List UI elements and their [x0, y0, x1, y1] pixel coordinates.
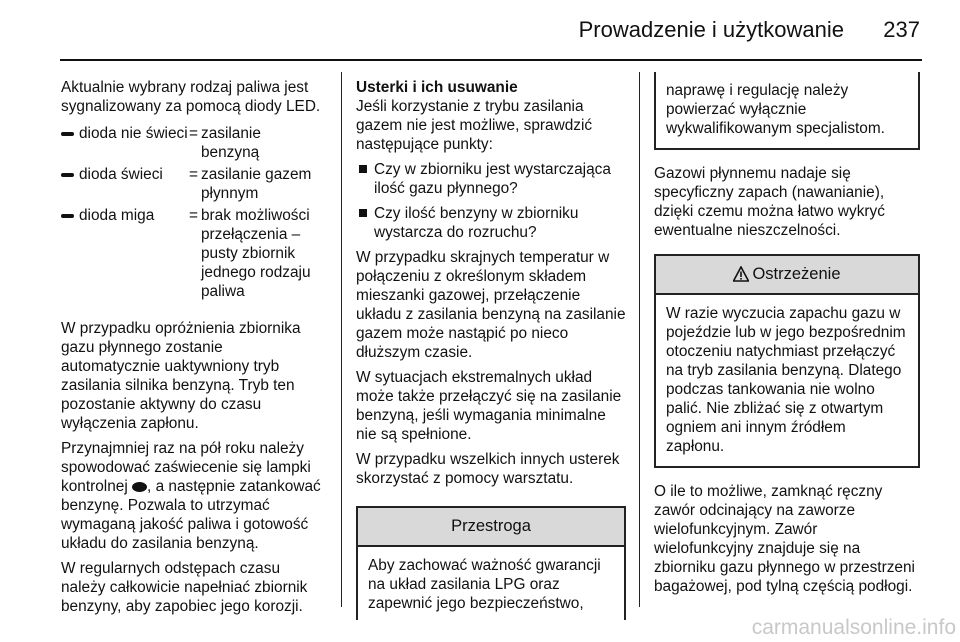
list-item: Czy w zbiorniku jest wystarczająca ilość gazu płynnego? [356, 160, 626, 198]
warning-box [654, 254, 920, 468]
regular-refuel-paragraph: W regularnych odstępach czasu należy całkowicie napełniać zbiornik benzyny, aby zapobiec jego korozji. [61, 560, 308, 615]
led-dash-icon [61, 132, 74, 136]
caution-text: Aby zachować ważność gwarancji na układ zasilania LPG oraz zapewnić jego bezpieczeństwo, [368, 557, 601, 612]
led-dash-icon [61, 214, 74, 218]
list-item: Czy ilość benzyny w zbiorniku wystarcza do rozruchu? [356, 204, 626, 242]
temperature-paragraph: W przypadku skrajnych temperatur w połączeniu z określonym składem mieszanki gazowej, przełączenie układu z zasilania benzyną na zasilanie gazem może nastąpić po nieco dłuższym czasie. [356, 249, 626, 361]
column-divider-2 [639, 72, 640, 607]
section-heading: Usterki i ich usuwanie [356, 79, 518, 96]
led-status-table [61, 124, 323, 301]
intro-paragraph: Aktualnie wybrany rodzaj paliwa jest sygnalizowany za pomocą diody LED. [61, 79, 321, 115]
led-state: dioda miga [79, 207, 155, 224]
column-2 [356, 78, 626, 620]
caution-title: Przestroga [358, 508, 624, 547]
control-lamp-icon [132, 482, 147, 492]
gas-smell-paragraph: Gazowi płynnemu nadaje się specyficzny zapach (nawanianie), dzięki czemu można łatwo wykryć ewentualne nieszczelności. [654, 165, 885, 239]
column-divider-1 [341, 72, 342, 607]
led-meaning: zasilanie gazem płynnym [201, 166, 312, 202]
column-1 [61, 78, 323, 622]
caution-box [356, 506, 626, 620]
led-dash-icon [61, 173, 74, 177]
warning-title: Ostrzeżenie [752, 265, 841, 283]
warning-triangle-icon [733, 266, 749, 282]
warning-text: W razie wyczucia zapachu gazu w pojeździe lub w jego bezpośrednim otoczeniu natychmiast przełączyć na tryb zasilania benzyną. Dlatego podczas tankowania nie wolno palić. Nie zbliżać się z otwartym ogniem ani innym źródłem zapłonu. [666, 305, 906, 455]
empty-tank-paragraph: W przypadku opróżnienia zbiornika gazu płynnego zostanie automatycznie uaktywniony tryb zasilania silnika benzyną. Tryb ten pozostanie aktywny do czasu wyłączenia zapłonu. [61, 320, 301, 432]
column-3 [654, 78, 920, 602]
led-meaning: brak możliwości przełączenia – pusty zbiornik jednego rodzaju paliwa [201, 207, 311, 300]
page-number: 237 [883, 17, 920, 42]
equals-sign: = [189, 125, 198, 142]
valve-paragraph: O ile to możliwe, zamknąć ręczny zawór odcinający na zaworze wielofunkcyjnym. Zawór wielofunkcyjny znajduje się na zbiorniku gazu płynnego w przestrzeni bagażowej, pod tylną częścią podłogi. [654, 483, 915, 595]
page-title: Prowadzenie i użytkowanie [578, 17, 844, 42]
half-year-paragraph: Przynajmniej raz na pół roku należy spowodować zaświecenie się lampki kontrolnej , a następnie zatankować benzynę. Pozwala to utrzymać wymaganą jakość paliwa i gotowość układu do zasilania benzyną. [61, 440, 321, 552]
equals-sign: = [189, 207, 198, 224]
led-state: dioda nie świeci [79, 125, 188, 142]
warning-header [656, 256, 918, 295]
faults-intro: Jeśli korzystanie z trybu zasilania gazem nie jest możliwe, sprawdzić następujące punkty: [356, 98, 593, 153]
header-rule [60, 59, 922, 61]
extreme-paragraph: W sytuacjach ekstremalnych układ może także przełączyć się na zasilanie benzyną, jeśli wymagania minimalne nie są spełnione. [356, 369, 622, 443]
equals-sign: = [189, 166, 198, 183]
watermark: carmanualsonline.info [751, 616, 956, 639]
caution-box-continued [654, 72, 920, 150]
led-row-off [61, 124, 323, 162]
workshop-paragraph: W przypadku wszelkich innych usterek skorzystać z pomocy warsztatu. [356, 451, 620, 487]
led-state: dioda świeci [79, 166, 163, 183]
check-list [356, 160, 626, 242]
led-meaning: zasilanie benzyną [201, 125, 261, 161]
led-row-blink [61, 206, 323, 301]
led-row-on [61, 165, 323, 203]
caution-continued-text: naprawę i regulację należy powierzać wyłącznie wykwalifikowanym specjalistom. [666, 82, 885, 137]
